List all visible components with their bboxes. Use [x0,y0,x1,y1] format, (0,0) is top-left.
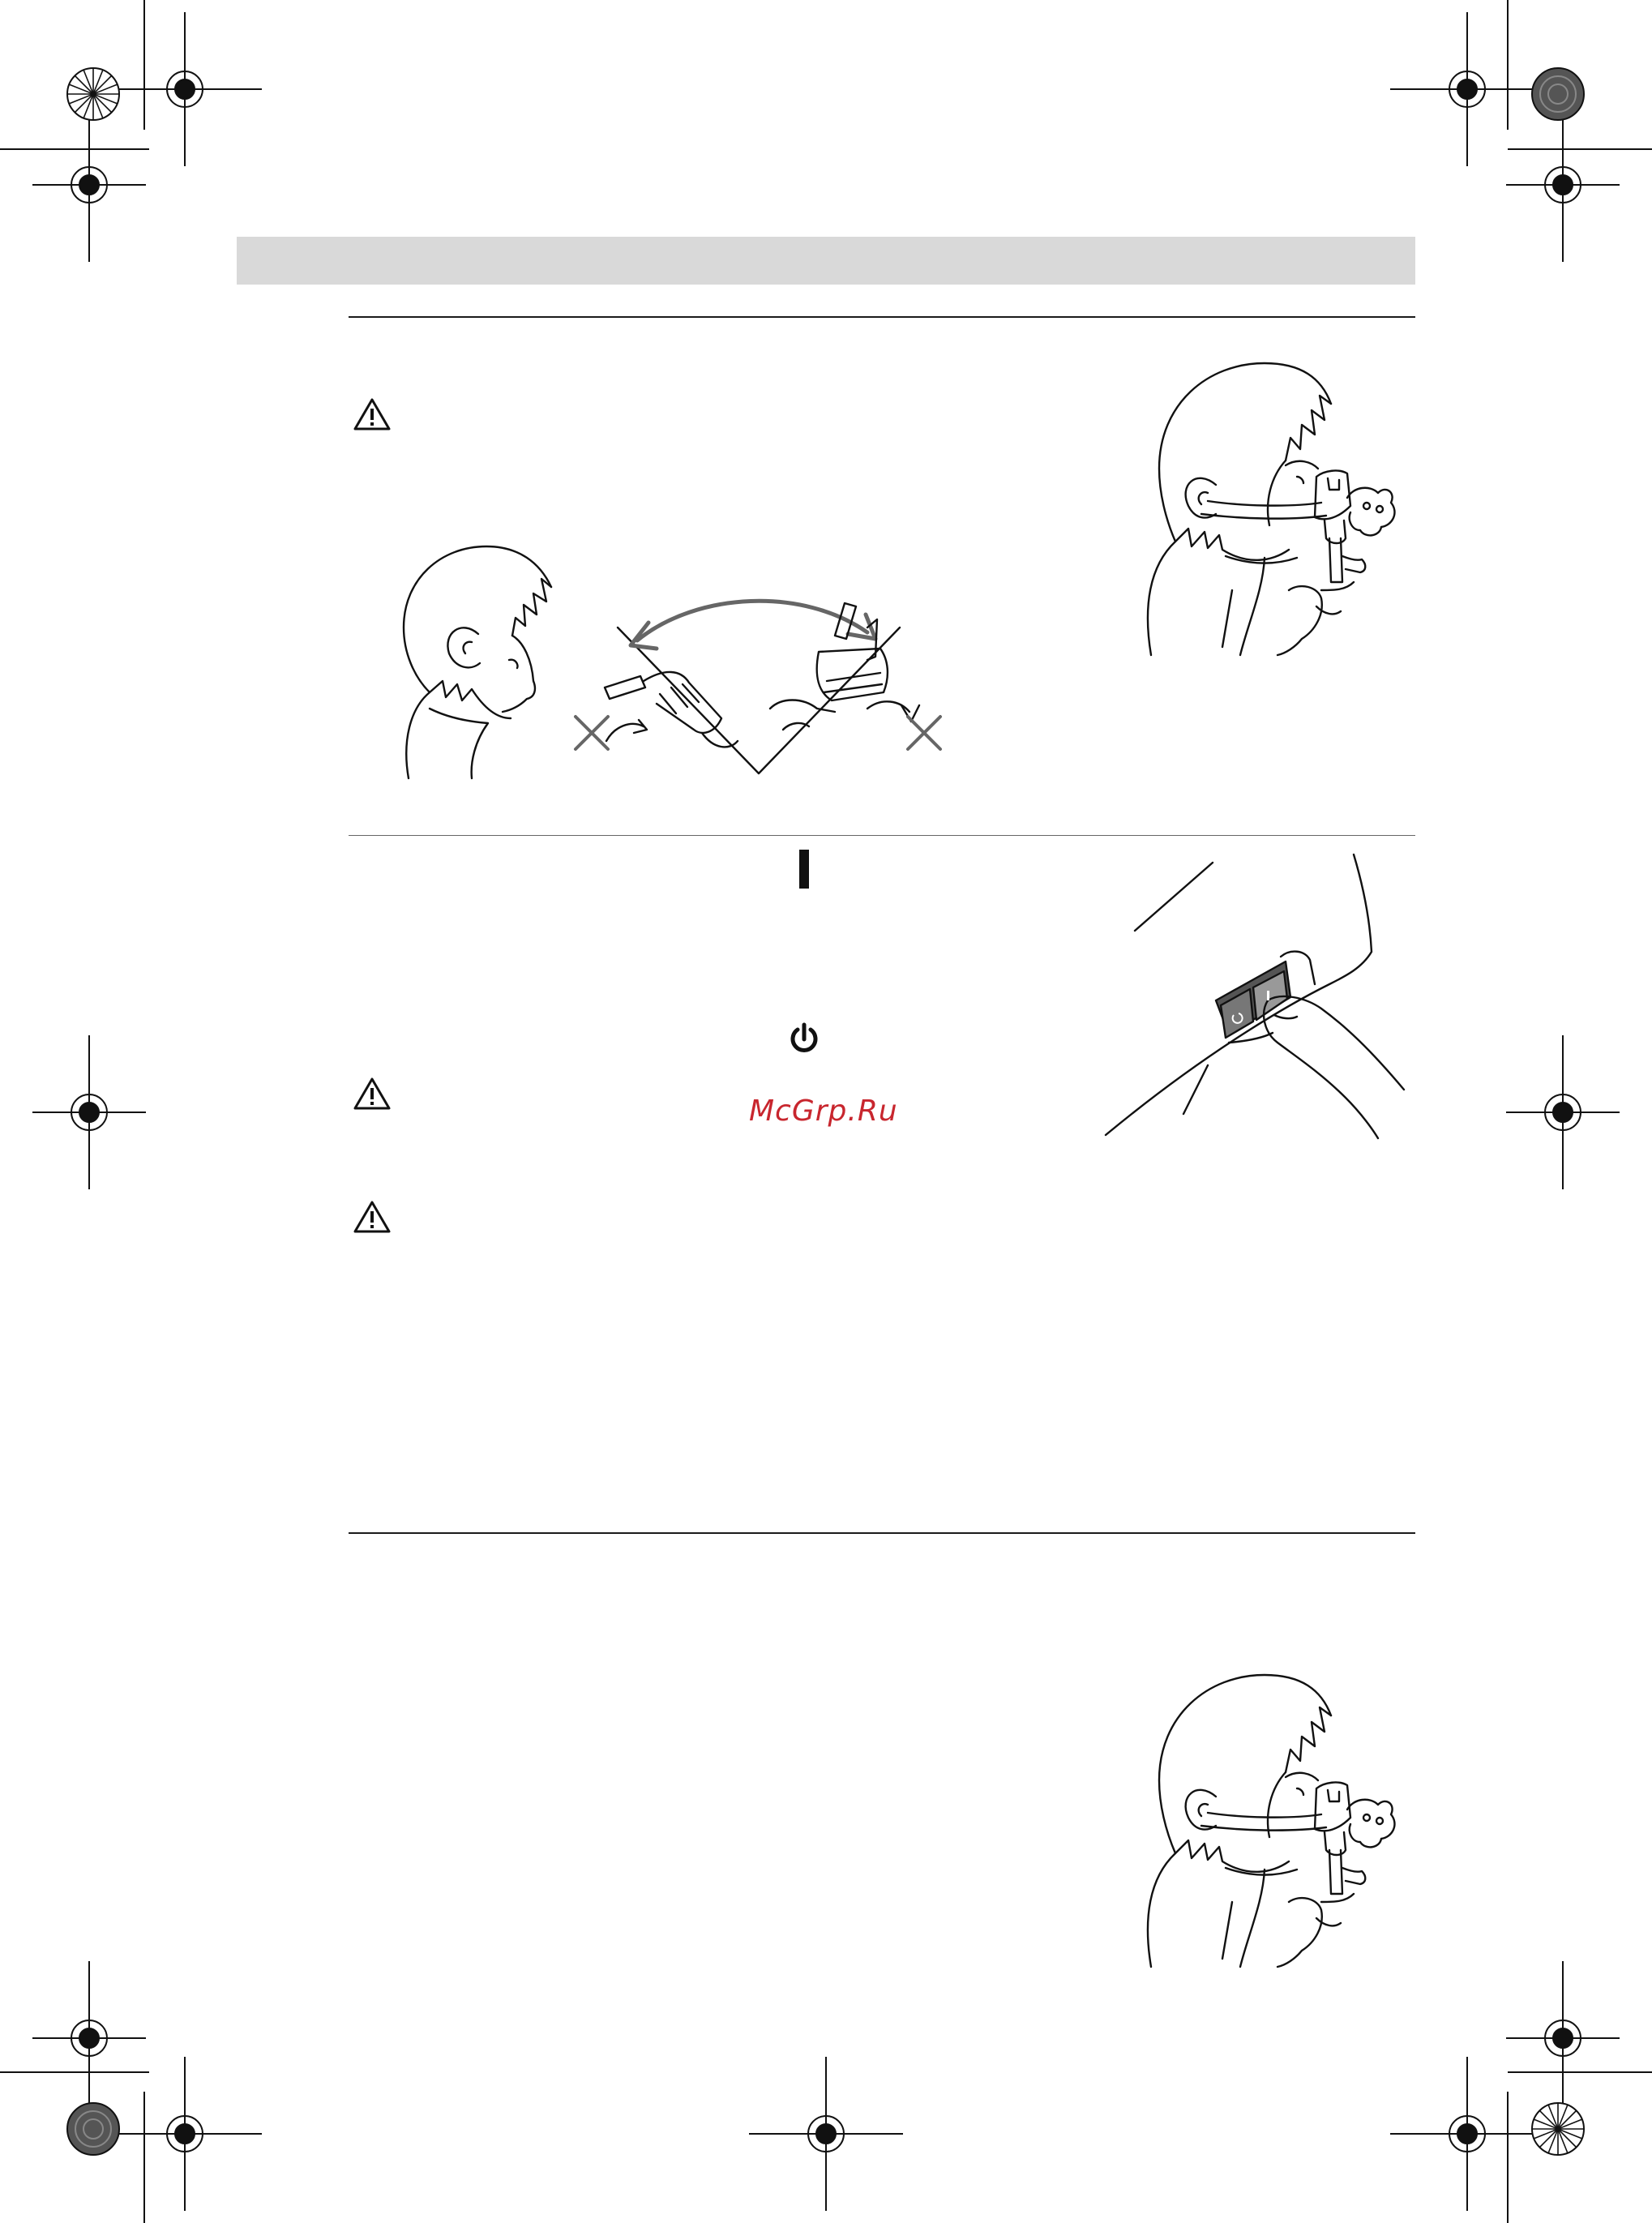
registration-target-icon [1506,1035,1620,1189]
watermark-text: McGrp.Ru [749,1094,898,1128]
child-with-mask-illustration [1127,347,1402,655]
registration-target-icon [1506,1961,1620,2115]
section-divider [349,316,1415,318]
color-patch-icon [67,68,119,120]
registration-target-icon [108,12,262,166]
power-switch-illustration [1102,855,1410,1146]
color-patch-icon [67,2103,119,2155]
warning-triangle-icon [353,1200,391,1234]
power-on-symbol-icon [799,850,809,889]
registration-target-icon [32,1035,146,1189]
tilt-warning-illustration [397,538,948,782]
registration-target-icon [1390,2057,1544,2211]
registration-target-icon [1390,12,1544,166]
power-off-icon [788,1022,820,1056]
registration-target-icon [32,1961,146,2115]
registration-target-icon [108,2057,262,2211]
color-patch-icon [1532,68,1584,120]
registration-target-icon [32,108,146,262]
section-divider [349,835,1415,836]
color-patch-icon [1532,2103,1584,2155]
section-header-bar [237,237,1415,285]
warning-triangle-icon [353,1077,391,1111]
child-with-mask-illustration [1127,1659,1402,1967]
section-divider [349,1532,1415,1534]
warning-triangle-icon [353,397,391,431]
registration-target-icon [749,2057,903,2211]
registration-target-icon [1506,108,1620,262]
